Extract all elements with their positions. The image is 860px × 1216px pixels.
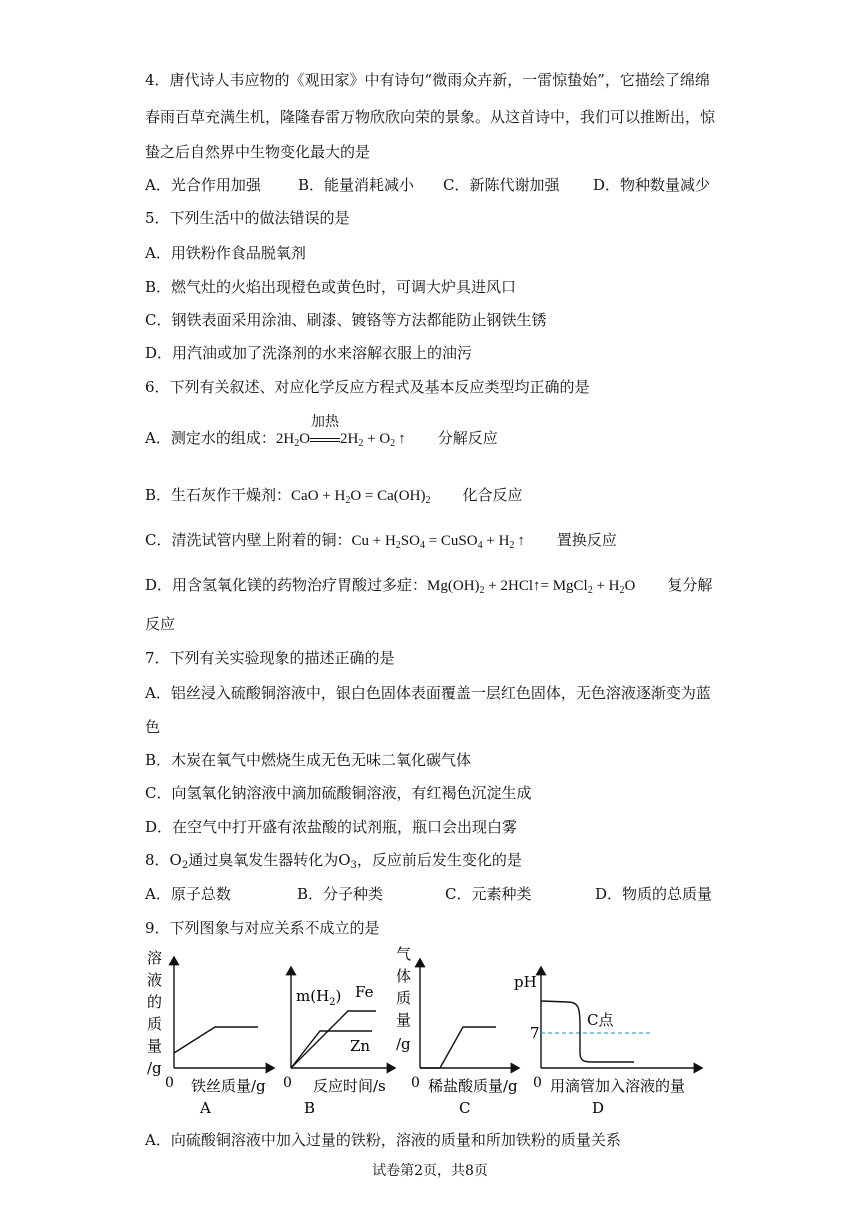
page-footer: 试卷第2页，共8页 xyxy=(372,1163,488,1179)
q4-option-b: B．能量消耗减小 xyxy=(298,176,415,194)
q6-option-a xyxy=(145,415,498,449)
graph-d-caption: D xyxy=(592,1099,605,1117)
svg-text:质: 质 xyxy=(147,1015,163,1033)
graph-c-caption: C xyxy=(459,1099,471,1117)
q6-option-a-type: 分解反应 xyxy=(437,429,498,447)
graph-c-xlabel: 稀盐酸质量/g xyxy=(428,1077,518,1095)
q4-line3: 蛰之后自然界中生物变化最大的是 xyxy=(145,143,371,161)
graph-d-ylabel: pH xyxy=(514,973,537,991)
q7-option-a-line1: A．铝丝浸入硫酸铜溶液中，银白色固体表面覆盖一层红色固体，无色溶液逐渐变为蓝 xyxy=(145,684,711,702)
q6-stem: 6．下列有关叙述、对应化学反应方程式及基本反应类型均正确的是 xyxy=(145,378,590,396)
q8-option-d: D．物质的总质量 xyxy=(595,885,713,903)
graph-b-origin: 0 xyxy=(283,1075,292,1091)
graph-d-xlabel: 用滴管加入溶液的量 xyxy=(550,1077,686,1095)
graph-d-point-label: C点 xyxy=(587,1011,614,1029)
graph-c xyxy=(396,945,519,1117)
q4-option-a: A．光合作用加强 xyxy=(145,176,261,194)
q7-option-d: D．在空气中打开盛有浓盐酸的试剂瓶，瓶口会出现白雾 xyxy=(145,818,518,836)
q4-line1: 4．唐代诗人韦应物的《观田家》中有诗句“微雨众卉新，一雷惊蛰始”，它描绘了绵绵 xyxy=(145,71,710,89)
graph-b xyxy=(283,967,395,1117)
graph-b-fe-label: Fe xyxy=(355,983,374,1001)
svg-text:/g: /g xyxy=(396,1035,411,1053)
q7-option-a-line2: 色 xyxy=(145,718,161,736)
q6-option-d xyxy=(145,575,712,596)
q6-option-c-type: 置换反应 xyxy=(556,531,617,549)
svg-text:量: 量 xyxy=(147,1037,163,1055)
q6-option-d-equation: $Mg(OH)_2$ + 2HCl↑= MgCl$_2$ + $H_2O$ xyxy=(427,578,636,596)
q7-option-b: B．木炭在氧气中燃烧生成无色无味二氧化碳气体 xyxy=(145,751,472,769)
graph-d-seven: 7 xyxy=(530,1024,540,1042)
graph-c-ylabel xyxy=(396,945,411,1053)
q8-stem: 8．$O_2$通过臭氧发生器转化为$O_3$，反应前后发生变化的是 xyxy=(145,851,522,871)
q7-option-c: C．向氢氧化钠溶液中滴加硫酸铜溶液，有红褐色沉淀生成 xyxy=(145,784,532,802)
graph-a-ylabel xyxy=(147,949,162,1077)
graph-d xyxy=(514,967,702,1117)
q9-stem: 9．下列图象与对应关系不成立的是 xyxy=(145,919,380,937)
q8-option-a: A．原子总数 xyxy=(145,885,231,903)
q8-option-b: B．分子种类 xyxy=(297,885,384,903)
svg-text:/g: /g xyxy=(147,1059,162,1077)
svg-text:的: 的 xyxy=(147,993,163,1011)
q6-option-d-text: D．用含氢氧化镁的药物治疗胃酸过多症： xyxy=(145,576,428,594)
q6-option-b-type: 化合反应 xyxy=(462,486,523,504)
q6-option-d-type-cont: 反应 xyxy=(145,615,176,633)
q5-option-b: B．燃气灶的火焰出现橙色或黄色时，可调大炉具进风口 xyxy=(145,278,517,296)
graph-b-caption: B xyxy=(304,1099,316,1117)
svg-text:体: 体 xyxy=(396,967,412,985)
q6-option-b-text: B．生石灰作干燥剂： xyxy=(145,486,292,504)
q5-option-d: D．用汽油或加了洗涤剂的水来溶解衣服上的油污 xyxy=(145,344,473,362)
q5-option-c: C．钢铁表面采用涂油、刷漆、镀铬等方法都能防止钢铁生锈 xyxy=(145,311,547,329)
graph-c-curve xyxy=(420,1027,496,1068)
q5-stem: 5．下列生活中的做法错误的是 xyxy=(145,209,350,227)
svg-text:气: 气 xyxy=(396,945,412,963)
q7-stem: 7．下列有关实验现象的描述正确的是 xyxy=(145,649,395,667)
svg-text:溶: 溶 xyxy=(147,949,163,967)
q6-option-c-text: C．清洗试管内壁上附着的铜： xyxy=(145,531,352,549)
svg-text:液: 液 xyxy=(147,971,163,989)
q8-option-c: C．元素种类 xyxy=(445,885,532,903)
q6-option-c xyxy=(145,530,617,551)
q5-option-a: A．用铁粉作食品脱氧剂 xyxy=(145,244,306,262)
q6-option-a-text: A．测定水的组成： xyxy=(145,429,276,447)
q6-option-c-equation: $Cu + H_2SO_4$ = CuSO$_4$ + $H_2$ ↑ xyxy=(351,533,525,551)
graph-a-caption: A xyxy=(200,1099,211,1117)
graph-b-xlabel: 反应时间/s xyxy=(313,1077,386,1095)
graph-b-ylabel: $m(H_2)$ xyxy=(296,987,342,1008)
graph-a-curve xyxy=(174,1027,258,1053)
q4-option-d: D．物种数量减少 xyxy=(593,176,711,194)
q9-option-a: A．向硫酸铜溶液中加入过量的铁粉，溶液的质量和所加铁粉的质量关系 xyxy=(145,1131,621,1149)
graph-d-origin: 0 xyxy=(533,1075,542,1091)
graph-a-xlabel: 铁丝质量/g xyxy=(191,1077,266,1095)
graph-a-origin: 0 xyxy=(165,1075,174,1091)
q6-option-d-type: 复分解 xyxy=(667,576,713,594)
q6-option-a-condition: 加热 xyxy=(311,415,340,430)
svg-text:量: 量 xyxy=(396,1011,412,1029)
q6-option-a-equation: $2H_2O$ 加热 $2H_2 + O_2$ ↑ xyxy=(275,415,406,449)
q6-option-b-equation: CaO + $H_2O = Ca(OH)_2$ xyxy=(291,488,431,506)
graph-c-origin: 0 xyxy=(411,1075,420,1091)
graph-a xyxy=(147,949,274,1117)
q9-graphs xyxy=(0,945,860,1120)
graph-b-zn-label: Zn xyxy=(350,1037,371,1055)
q4-line2: 春雨百草充满生机，隆隆春雷万物欣欣向荣的景象。从这首诗中，我们可以推断出，惊 xyxy=(145,108,716,126)
svg-text:质: 质 xyxy=(396,989,412,1007)
q6-option-b xyxy=(145,485,522,506)
q4-option-c: C．新陈代谢加强 xyxy=(443,176,560,194)
